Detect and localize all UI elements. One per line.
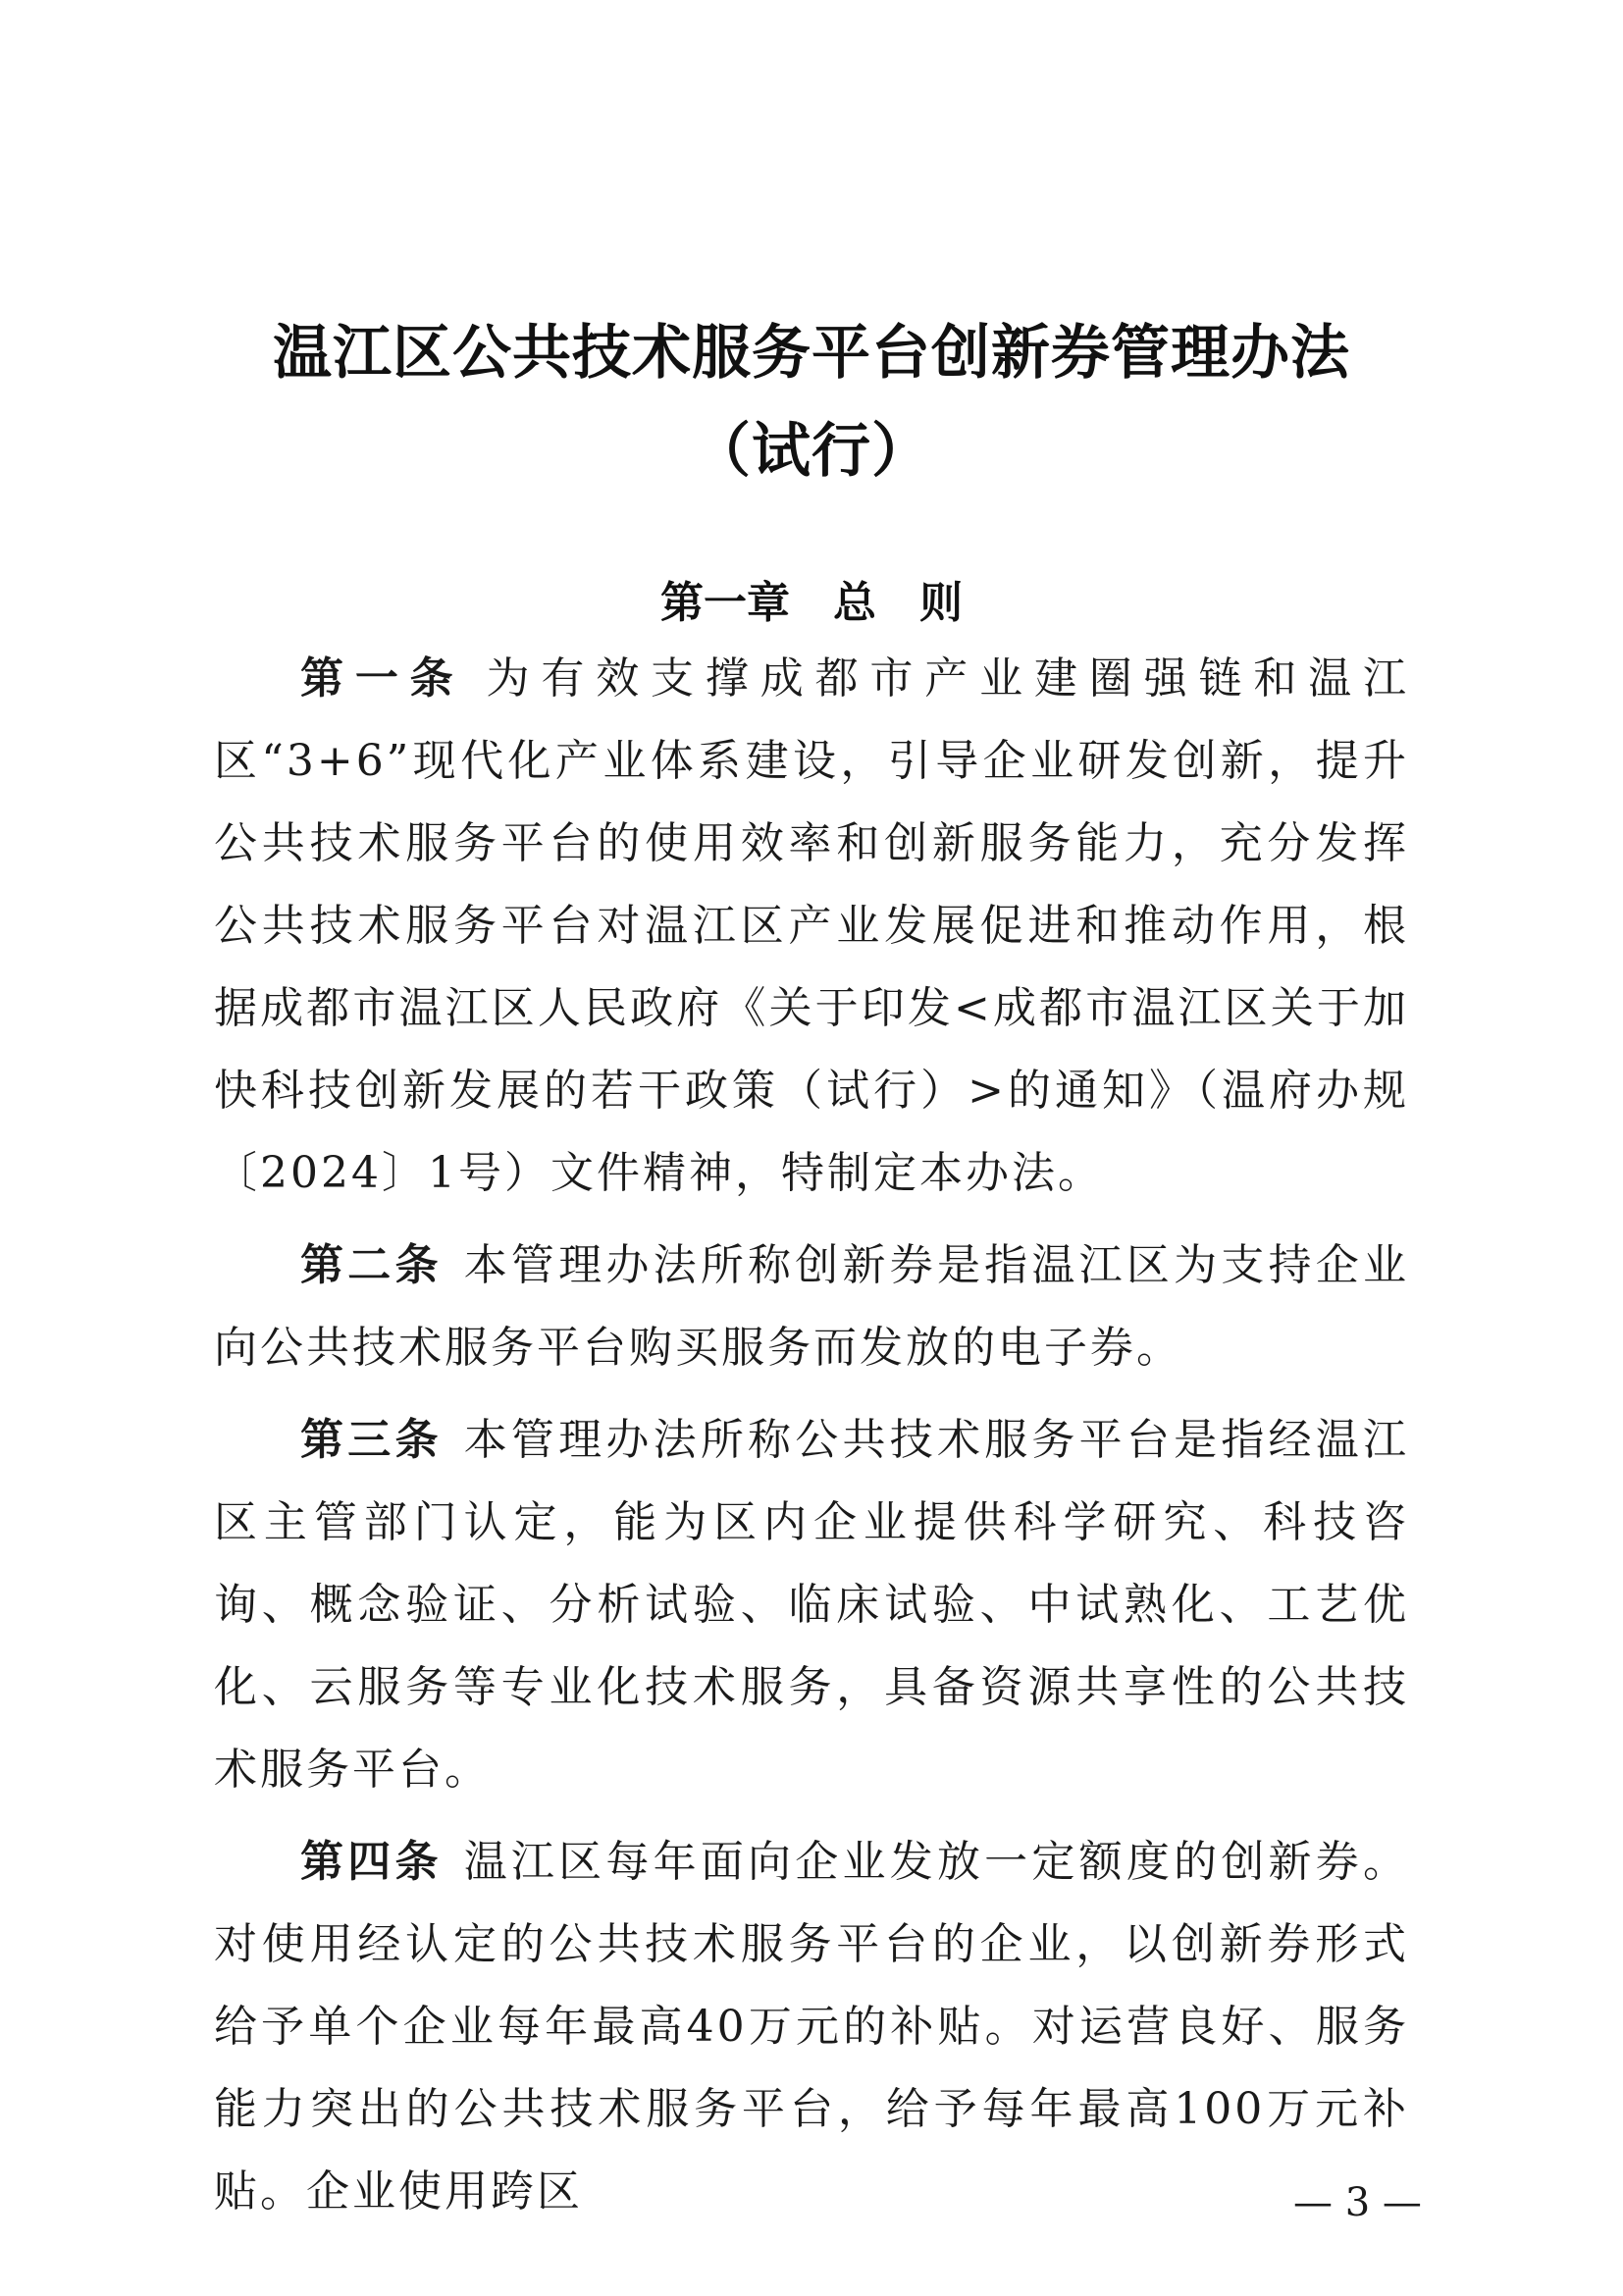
article-2 [214,1225,1409,1389]
document-subtitle: （试行） [692,417,931,486]
article-number: 第二条 [300,1240,443,1290]
article-4 [214,1821,1409,2233]
article-number: 第四条 [300,1837,443,1887]
article-text: 本管理办法所称创新券是指温江区为支持企业向公共技术服务平台购买服务而发放的电子券。 [214,1240,1410,1373]
article-1 [214,638,1409,1215]
chapter-heading [0,567,1623,630]
document-title: 温江区公共技术服务平台创新券管理办法 [273,319,1350,388]
article-number: 第一条 [300,653,465,704]
article-text: 为有效支撑成都市产业建圈强链和温江区“3+6”现代化产业体系建设，引导企业研发创新，提升公共技术服务平台的使用效率和创新服务能力，充分发挥公共技术服务平台对温江区产业发展促进和推动作用，根据成都市温江区人民政府《关于印发<成都市温江区关于加快科技创新发展的若干政策（试行）>的通知》（温府办规〔2024〕1号）文件精神，特制定本办法。 [214,653,1410,1198]
page-number: — 3 — [1293,2180,1422,2225]
chapter-heading-text: 第一章 总 则 [660,578,963,628]
article-text: 本管理办法所称公共技术服务平台是指经温江区主管部门认定，能为区内企业提供科学研究、科技咨询、概念验证、分析试验、临床试验、中试熟化、工艺优化、云服务等专业化技术服务，具备资源共享性的公共技术服务平台。 [214,1415,1410,1795]
article-number: 第三条 [300,1415,443,1465]
article-text: 温江区每年面向企业发放一定额度的创新券。对使用经认定的公共技术服务平台的企业，以创新券形式给予单个企业每年最高40万元的补贴。对运营良好、服务能力突出的公共技术服务平台，给予每年最高100万元补贴。企业使用跨区 [214,1837,1410,2217]
article-3 [214,1399,1409,1811]
document-body [214,638,1409,2243]
